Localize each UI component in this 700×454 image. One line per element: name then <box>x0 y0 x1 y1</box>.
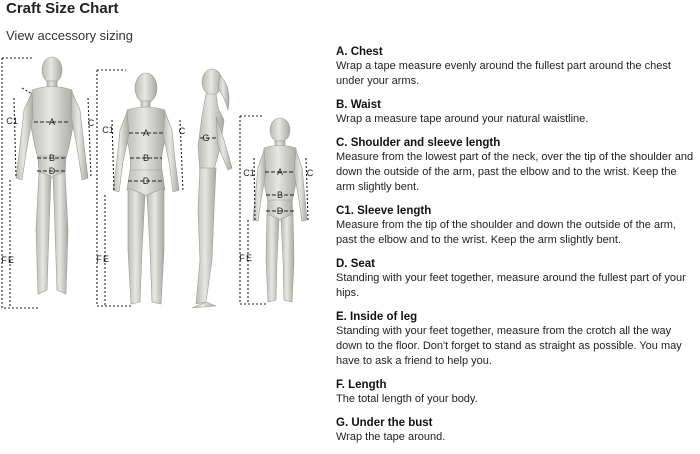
entry-text: The total length of your body. <box>336 393 478 405</box>
entry-text: Standing with your feet together, measure from the crotch all the way down to the floor. Don't forget to stand as straight as possible. You may have to ask a friend to help you. <box>336 325 682 367</box>
entry-sleeve-length <box>336 204 698 248</box>
entry-heading: C1. Sleeve length <box>336 205 432 217</box>
label-f-male: F <box>1 255 7 265</box>
label-f-child: F <box>239 253 245 263</box>
entry-chest <box>336 45 698 89</box>
entry-shoulder-sleeve <box>336 136 698 195</box>
label-c1-female: C1 <box>102 125 114 135</box>
entry-length <box>336 378 698 407</box>
label-c-female: C <box>178 126 186 136</box>
label-b-child: B <box>276 190 284 200</box>
measurement-diagram <box>0 50 330 320</box>
label-b-female: B <box>142 153 150 163</box>
entry-text: Wrap the tape around. <box>336 431 446 443</box>
label-e-female: E <box>102 254 110 264</box>
accessory-sizing-link[interactable]: View accessory sizing <box>6 28 133 43</box>
entry-heading: F. Length <box>336 379 387 391</box>
entry-waist <box>336 98 698 127</box>
entry-text: Wrap a tape measure evenly around the fullest part around the chest under your arms. <box>336 60 671 87</box>
label-d-male: D <box>48 166 56 176</box>
label-a-female: A <box>142 128 150 138</box>
entry-heading: A. Chest <box>336 46 383 58</box>
entry-text: Measure from the lowest part of the neck, over the tip of the shoulder and down the outside of the arm, past the elbow and to the wrist. Keep the arm slightly bent. <box>336 151 694 193</box>
entry-heading: C. Shoulder and sleeve length <box>336 137 501 149</box>
label-g-side: G <box>202 133 210 143</box>
entry-text: Measure from the tip of the shoulder and down the outside of the arm, past the elbow and to the wrist. Keep the arm slightly bent. <box>336 219 676 246</box>
label-b-male: B <box>48 153 56 163</box>
entry-text: Standing with your feet together, measure around the fullest part of your hips. <box>336 272 686 299</box>
female-side-figure <box>192 69 232 308</box>
page-title: Craft Size Chart <box>6 0 119 17</box>
label-f-female: F <box>96 254 102 264</box>
label-a-male: A <box>48 117 56 127</box>
label-c-male: C <box>87 118 95 128</box>
label-c-child: C <box>306 168 314 178</box>
label-e-child: E <box>245 253 253 263</box>
measurement-instructions <box>336 45 698 454</box>
entry-heading: D. Seat <box>336 258 375 270</box>
label-d-female: D <box>142 176 150 186</box>
label-c1-child: C1 <box>243 168 255 178</box>
label-e-male: E <box>7 255 15 265</box>
label-d-child: D <box>276 206 284 216</box>
entry-text: Wrap a measure tape around your natural waistline. <box>336 113 589 125</box>
entry-under-bust <box>336 416 698 445</box>
entry-heading: E. Inside of leg <box>336 311 418 323</box>
entry-inside-leg <box>336 310 698 369</box>
entry-heading: G. Under the bust <box>336 417 433 429</box>
label-c1-male: C1 <box>6 116 18 126</box>
female-front-figure <box>113 73 179 304</box>
label-a-child: A <box>276 167 284 177</box>
entry-seat <box>336 257 698 301</box>
entry-heading: B. Waist <box>336 99 381 111</box>
body-figures <box>0 50 330 320</box>
